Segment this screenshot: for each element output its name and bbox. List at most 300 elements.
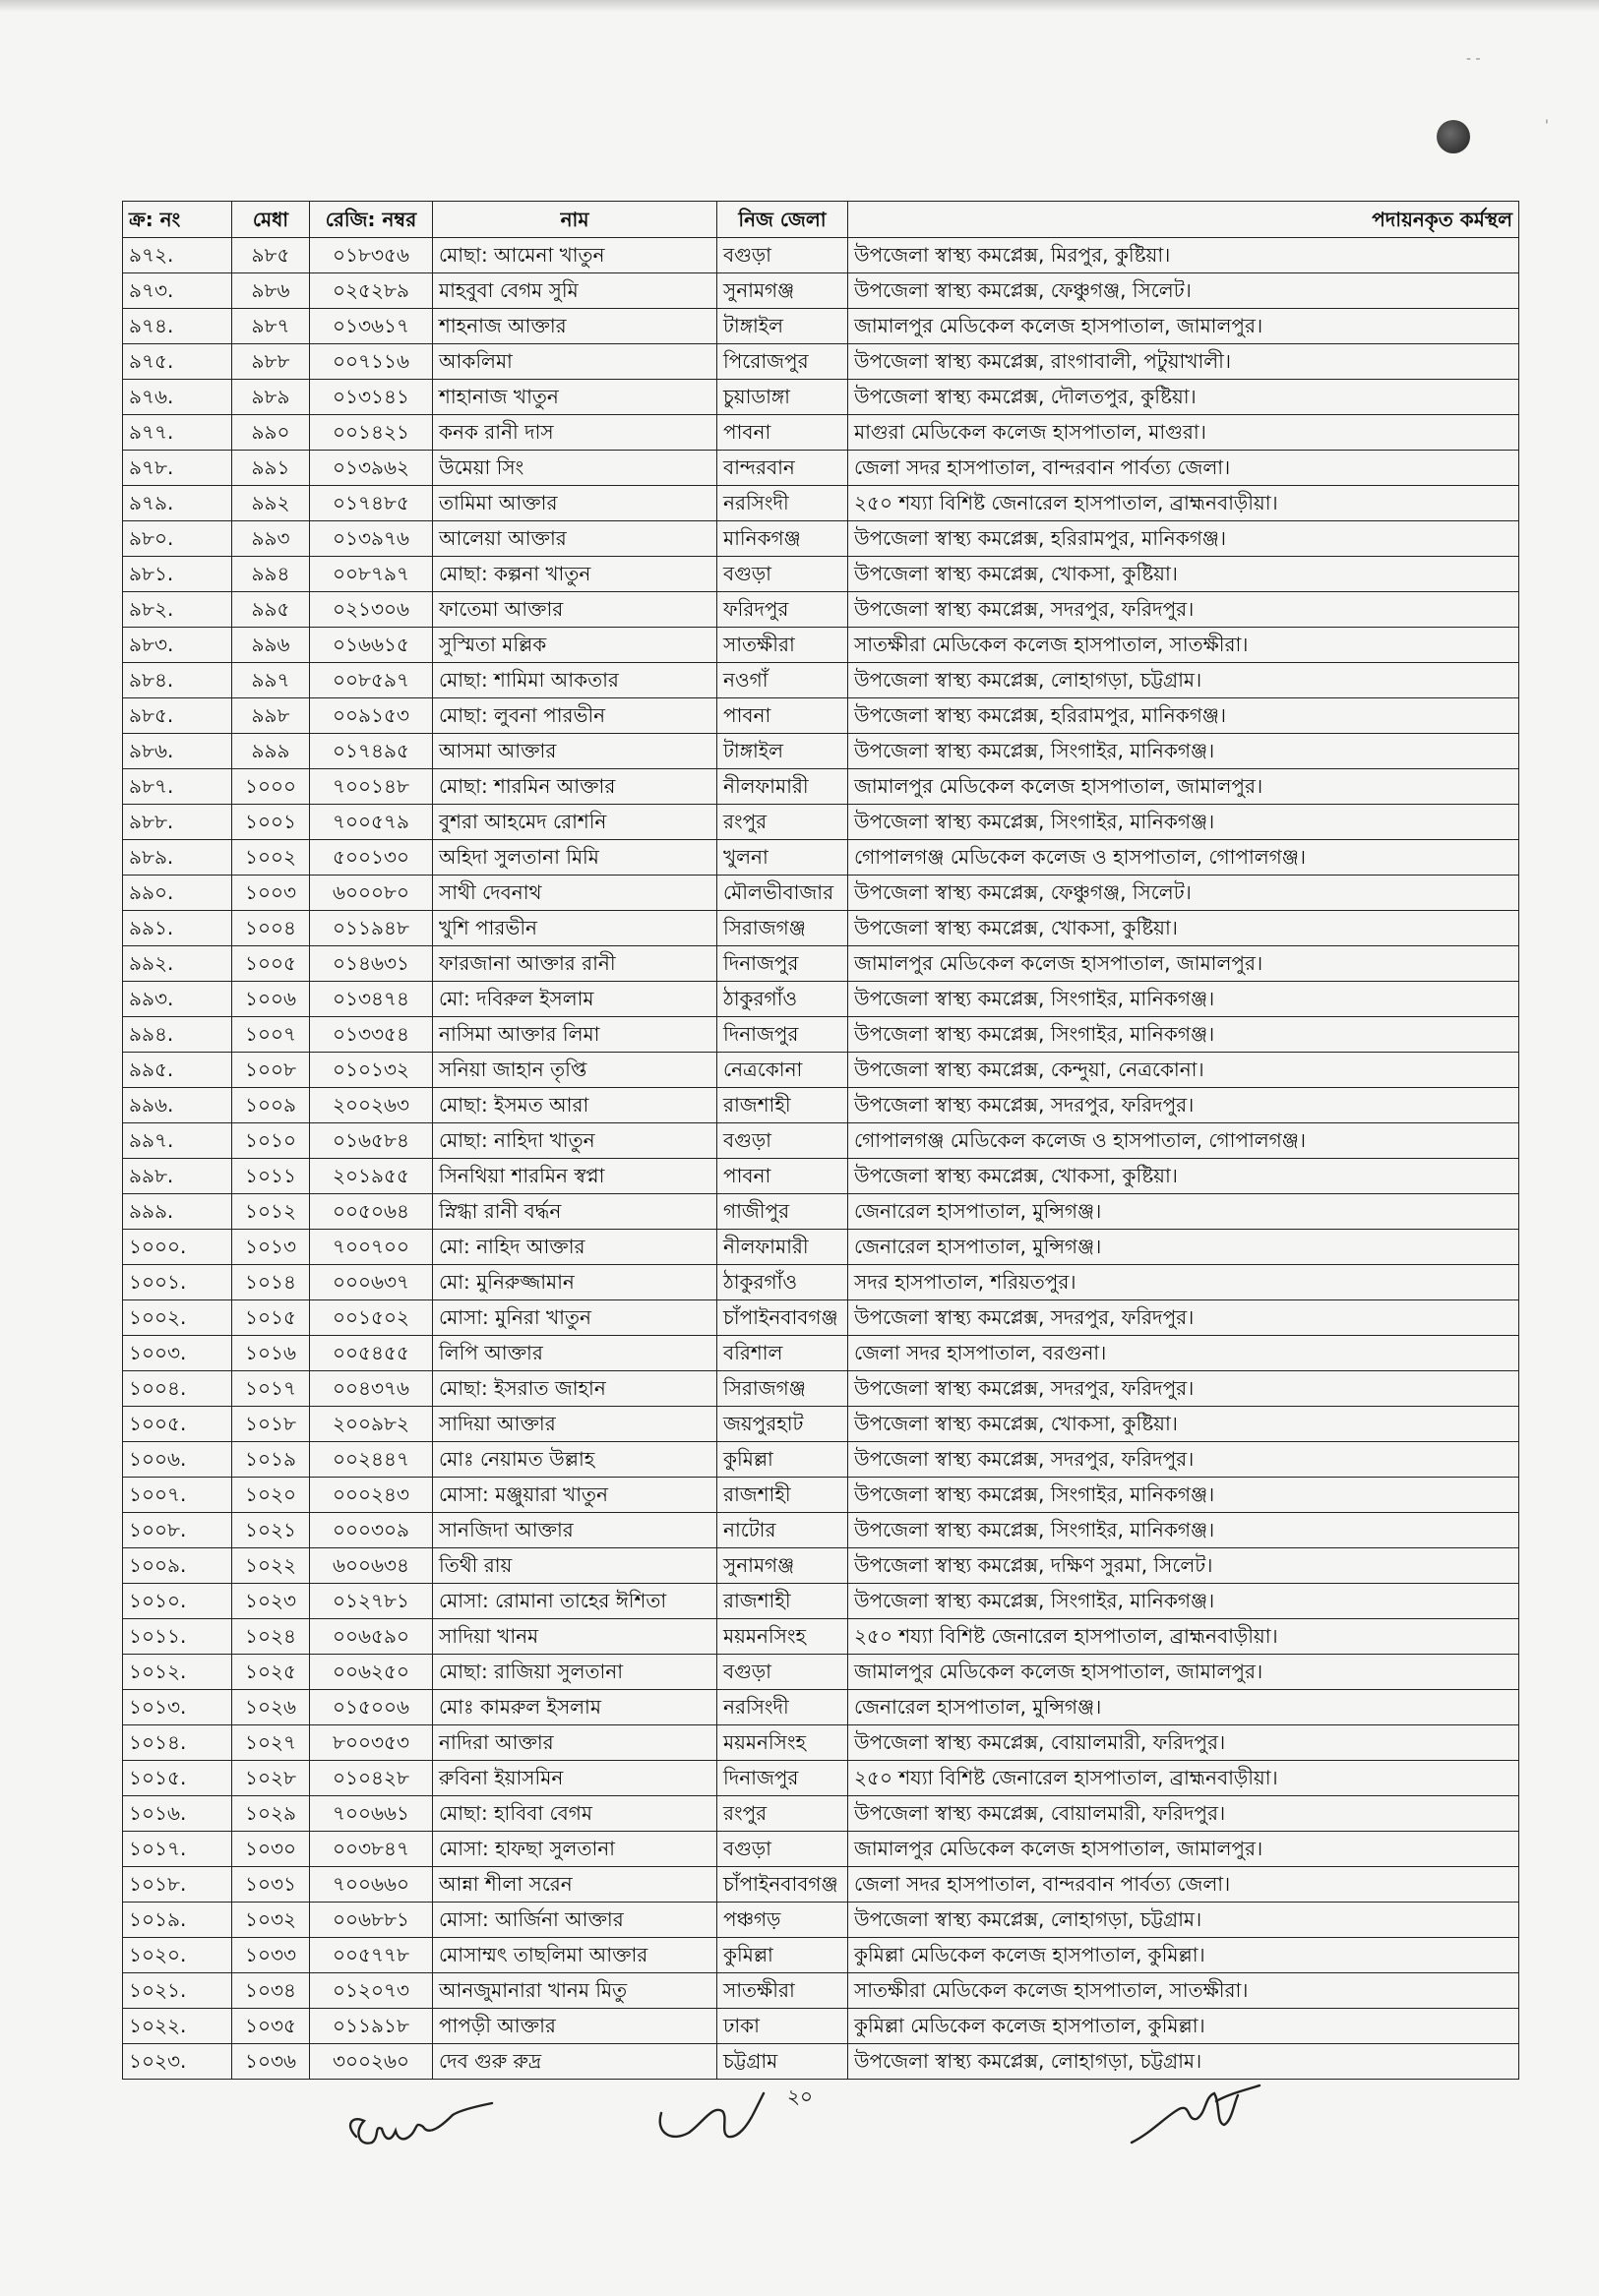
- cell-serial: ৯৯৩.: [123, 982, 232, 1017]
- cell-reg-no: ৮০০৩৫৩: [310, 1725, 433, 1761]
- cell-reg-no: ০১০১৩২: [310, 1053, 433, 1088]
- cell-home-district: নরসিংদী: [717, 486, 848, 521]
- cell-merit: ১০০৩: [232, 876, 310, 911]
- header-merit: মেধা: [232, 202, 310, 238]
- cell-merit: ৯৮৮: [232, 344, 310, 380]
- cell-home-district: বগুড়া: [717, 1123, 848, 1159]
- cell-serial: ৯৮৫.: [123, 698, 232, 734]
- cell-name: অহিদা সুলতানা মিমি: [433, 840, 717, 876]
- cell-posting-place: ২৫০ শয্যা বিশিষ্ট জেনারেল হাসপাতাল, ব্রাহ্মনবাড়ীয়া।: [848, 486, 1519, 521]
- cell-name: মোঃ নেয়ামত উল্লাহ: [433, 1442, 717, 1478]
- cell-posting-place: উপজেলা স্বাস্থ্য কমপ্লেক্স, ফেঞ্চুগঞ্জ, সিলেট।: [848, 273, 1519, 309]
- cell-merit: ১০২৩: [232, 1584, 310, 1619]
- cell-reg-no: ০০৮৭৯৭: [310, 557, 433, 592]
- table-header: [123, 202, 1519, 238]
- cell-home-district: দিনাজপুর: [717, 946, 848, 982]
- cell-name: মোছা: ইসরাত জাহান: [433, 1371, 717, 1407]
- cell-serial: ১০২২.: [123, 2009, 232, 2044]
- cell-name: মোসা: মঞ্জুয়ারা খাতুন: [433, 1478, 717, 1513]
- cell-reg-no: ০২১৩০৬: [310, 592, 433, 628]
- cell-reg-no: ০১৩৯৭৬: [310, 521, 433, 557]
- cell-reg-no: ০১৩৪৭৪: [310, 982, 433, 1017]
- cell-home-district: ঠাকুরগাঁও: [717, 982, 848, 1017]
- punch-hole: [1437, 120, 1470, 153]
- cell-merit: ১০২৮: [232, 1761, 310, 1796]
- table-row: [123, 1053, 1519, 1088]
- cell-serial: ১০১১.: [123, 1619, 232, 1655]
- cell-serial: ১০০৯.: [123, 1548, 232, 1584]
- cell-posting-place: ২৫০ শয্যা বিশিষ্ট জেনারেল হাসপাতাল, ব্রাহ্মনবাড়ীয়া।: [848, 1619, 1519, 1655]
- cell-name: মাহবুবা বেগম সুমি: [433, 273, 717, 309]
- cell-reg-no: ০১৪৬৩১: [310, 946, 433, 982]
- cell-posting-place: গোপালগঞ্জ মেডিকেল কলেজ ও হাসপাতাল, গোপালগঞ্জ।: [848, 840, 1519, 876]
- cell-reg-no: ০০৯১৫৩: [310, 698, 433, 734]
- table-row: [123, 592, 1519, 628]
- page-number: ২০: [787, 2085, 814, 2108]
- cell-home-district: রংপুর: [717, 805, 848, 840]
- cell-merit: ১০২০: [232, 1478, 310, 1513]
- cell-serial: ৯৮৬.: [123, 734, 232, 769]
- cell-name: মোছা: শারমিন আক্তার: [433, 769, 717, 805]
- cell-posting-place: উপজেলা স্বাস্থ্য কমপ্লেক্স, ফেঞ্চুগঞ্জ, সিলেট।: [848, 876, 1519, 911]
- cell-serial: ১০১০.: [123, 1584, 232, 1619]
- posting-table: [122, 201, 1519, 2080]
- cell-posting-place: উপজেলা স্বাস্থ্য কমপ্লেক্স, সদরপুর, ফরিদপুর।: [848, 592, 1519, 628]
- cell-reg-no: ০১৭৪৯৫: [310, 734, 433, 769]
- cell-posting-place: উপজেলা স্বাস্থ্য কমপ্লেক্স, দৌলতপুর, কুষ্টিয়া।: [848, 380, 1519, 415]
- cell-home-district: মৌলভীবাজার: [717, 876, 848, 911]
- cell-merit: ১০১৬: [232, 1336, 310, 1371]
- cell-reg-no: ০১১৯৪৮: [310, 911, 433, 946]
- table-row: [123, 1548, 1519, 1584]
- cell-posting-place: উপজেলা স্বাস্থ্য কমপ্লেক্স, বোয়ালমারী, ফরিদপুর।: [848, 1725, 1519, 1761]
- cell-merit: ১০১৩: [232, 1230, 310, 1265]
- cell-name: শাহানাজ খাতুন: [433, 380, 717, 415]
- cell-reg-no: ২০০৯৮২: [310, 1407, 433, 1442]
- cell-merit: ১০১৫: [232, 1300, 310, 1336]
- cell-merit: ১০১০: [232, 1123, 310, 1159]
- cell-serial: ৯৯৮.: [123, 1159, 232, 1194]
- header-reg-no: রেজি: নম্বর: [310, 202, 433, 238]
- cell-name: ফাতেমা আক্তার: [433, 592, 717, 628]
- cell-posting-place: ২৫০ শয্যা বিশিষ্ট জেনারেল হাসপাতাল, ব্রাহ্মনবাড়ীয়া।: [848, 1761, 1519, 1796]
- cell-merit: ১০৩১: [232, 1867, 310, 1903]
- cell-posting-place: উপজেলা স্বাস্থ্য কমপ্লেক্স, কেন্দুয়া, নেত্রকোনা।: [848, 1053, 1519, 1088]
- cell-name: তামিমা আক্তার: [433, 486, 717, 521]
- cell-posting-place: সাতক্ষীরা মেডিকেল কলেজ হাসপাতাল, সাতক্ষীরা।: [848, 1973, 1519, 2009]
- cell-home-district: চুয়াডাঙ্গা: [717, 380, 848, 415]
- cell-home-district: ঢাকা: [717, 2009, 848, 2044]
- cell-name: আকলিমা: [433, 344, 717, 380]
- cell-serial: ৯৮৯.: [123, 840, 232, 876]
- cell-merit: ১০০৬: [232, 982, 310, 1017]
- table-row: [123, 911, 1519, 946]
- cell-home-district: সাতক্ষীরা: [717, 628, 848, 663]
- cell-posting-place: জেনারেল হাসপাতাল, মুন্সিগঞ্জ।: [848, 1194, 1519, 1230]
- cell-merit: ৯৯৫: [232, 592, 310, 628]
- cell-merit: ১০০৫: [232, 946, 310, 982]
- cell-merit: ৯৯৪: [232, 557, 310, 592]
- cell-posting-place: জামালপুর মেডিকেল কলেজ হাসপাতাল, জামালপুর।: [848, 946, 1519, 982]
- table-row: [123, 1619, 1519, 1655]
- cell-reg-no: ৫০০১৩০: [310, 840, 433, 876]
- cell-home-district: পাবনা: [717, 1159, 848, 1194]
- cell-home-district: সিরাজগঞ্জ: [717, 911, 848, 946]
- cell-name: খুশি পারভীন: [433, 911, 717, 946]
- cell-posting-place: উপজেলা স্বাস্থ্য কমপ্লেক্স, সিংগাইর, মানিকগঞ্জ।: [848, 1478, 1519, 1513]
- cell-serial: ৯৭৪.: [123, 309, 232, 344]
- cell-serial: ৯৮২.: [123, 592, 232, 628]
- cell-name: মোছা: কল্পনা খাতুন: [433, 557, 717, 592]
- cell-name: মোছা: ইসমত আরা: [433, 1088, 717, 1123]
- cell-posting-place: উপজেলা স্বাস্থ্য কমপ্লেক্স, সদরপুর, ফরিদপুর।: [848, 1300, 1519, 1336]
- cell-home-district: ময়মনসিংহ: [717, 1725, 848, 1761]
- cell-serial: ৯৮০.: [123, 521, 232, 557]
- table-row: [123, 1796, 1519, 1832]
- cell-reg-no: ৩০০২৬০: [310, 2044, 433, 2080]
- cell-merit: ৯৮৭: [232, 309, 310, 344]
- cell-name: মোঃ কামরুল ইসলাম: [433, 1690, 717, 1725]
- cell-reg-no: ০০৬৫৯০: [310, 1619, 433, 1655]
- cell-posting-place: মাগুরা মেডিকেল কলেজ হাসপাতাল, মাগুরা।: [848, 415, 1519, 451]
- cell-home-district: টাঙ্গাইল: [717, 309, 848, 344]
- cell-home-district: দিনাজপুর: [717, 1761, 848, 1796]
- cell-name: উমেয়া সিং: [433, 451, 717, 486]
- cell-home-district: সুনামগঞ্জ: [717, 1548, 848, 1584]
- cell-merit: ৯৯০: [232, 415, 310, 451]
- cell-reg-no: ৬০০০৮০: [310, 876, 433, 911]
- cell-home-district: গাজীপুর: [717, 1194, 848, 1230]
- cell-posting-place: উপজেলা স্বাস্থ্য কমপ্লেক্স, বোয়ালমারী, ফরিদপুর।: [848, 1796, 1519, 1832]
- cell-serial: ৯৮৮.: [123, 805, 232, 840]
- cell-reg-no: ০২৫২৮৯: [310, 273, 433, 309]
- table-row: [123, 1300, 1519, 1336]
- cell-posting-place: কুমিল্লা মেডিকেল কলেজ হাসপাতাল, কুমিল্লা।: [848, 2009, 1519, 2044]
- signature-right: [1122, 2074, 1269, 2162]
- table-row: [123, 1442, 1519, 1478]
- table-row: [123, 1336, 1519, 1371]
- cell-posting-place: উপজেলা স্বাস্থ্য কমপ্লেক্স, সিংগাইর, মানিকগঞ্জ।: [848, 1584, 1519, 1619]
- cell-reg-no: ০০৭১১৬: [310, 344, 433, 380]
- cell-posting-place: জামালপুর মেডিকেল কলেজ হাসপাতাল, জামালপুর।: [848, 309, 1519, 344]
- table-row: [123, 1938, 1519, 1973]
- cell-merit: ৯৯২: [232, 486, 310, 521]
- cell-posting-place: উপজেলা স্বাস্থ্য কমপ্লেক্স, খোকসা, কুষ্টিয়া।: [848, 557, 1519, 592]
- cell-posting-place: উপজেলা স্বাস্থ্য কমপ্লেক্স, সিংগাইর, মানিকগঞ্জ।: [848, 734, 1519, 769]
- cell-home-district: জয়পুরহাট: [717, 1407, 848, 1442]
- cell-home-district: চট্টগ্রাম: [717, 2044, 848, 2080]
- table-row: [123, 557, 1519, 592]
- cell-posting-place: গোপালগঞ্জ মেডিকেল কলেজ ও হাসপাতাল, গোপালগঞ্জ।: [848, 1123, 1519, 1159]
- cell-merit: ১০১৭: [232, 1371, 310, 1407]
- table-row: [123, 1513, 1519, 1548]
- table-row: [123, 1584, 1519, 1619]
- table-row: [123, 1725, 1519, 1761]
- cell-reg-no: ০১৬৬১৫: [310, 628, 433, 663]
- cell-home-district: পিরোজপুর: [717, 344, 848, 380]
- cell-reg-no: ০০৬৮৮১: [310, 1903, 433, 1938]
- table-row: [123, 734, 1519, 769]
- cell-merit: ১০০৪: [232, 911, 310, 946]
- cell-name: মোসা: আর্জিনা আক্তার: [433, 1903, 717, 1938]
- cell-merit: ৯৮৬: [232, 273, 310, 309]
- cell-home-district: সিরাজগঞ্জ: [717, 1371, 848, 1407]
- cell-reg-no: ২০০২৬৩: [310, 1088, 433, 1123]
- table-row: [123, 1867, 1519, 1903]
- cell-merit: ৯৮৫: [232, 238, 310, 273]
- cell-reg-no: ০০৫৪৫৫: [310, 1336, 433, 1371]
- table-row: [123, 1832, 1519, 1867]
- cell-merit: ১০১১: [232, 1159, 310, 1194]
- table-row: [123, 982, 1519, 1017]
- table-row: [123, 486, 1519, 521]
- cell-posting-place: জামালপুর মেডিকেল কলেজ হাসপাতাল, জামালপুর।: [848, 769, 1519, 805]
- cell-posting-place: উপজেলা স্বাস্থ্য কমপ্লেক্স, সিংগাইর, মানিকগঞ্জ।: [848, 805, 1519, 840]
- cell-serial: ১০১৩.: [123, 1690, 232, 1725]
- header-serial: ক্র: নং: [123, 202, 232, 238]
- cell-posting-place: জেলা সদর হাসপাতাল, বান্দরবান পার্বত্য জেলা।: [848, 1867, 1519, 1903]
- cell-name: মোছা: শামিমা আকতার: [433, 663, 717, 698]
- cell-merit: ১০১৮: [232, 1407, 310, 1442]
- cell-posting-place: জেনারেল হাসপাতাল, মুন্সিগঞ্জ।: [848, 1690, 1519, 1725]
- cell-serial: ৯৯৬.: [123, 1088, 232, 1123]
- cell-merit: ১০০২: [232, 840, 310, 876]
- cell-home-district: বগুড়া: [717, 1832, 848, 1867]
- cell-posting-place: উপজেলা স্বাস্থ্য কমপ্লেক্স, মিরপুর, কুষ্টিয়া।: [848, 238, 1519, 273]
- cell-merit: ১০০০: [232, 769, 310, 805]
- cell-posting-place: উপজেলা স্বাস্থ্য কমপ্লেক্স, খোকসা, কুষ্টিয়া।: [848, 1407, 1519, 1442]
- cell-serial: ৯৯৫.: [123, 1053, 232, 1088]
- table-row: [123, 876, 1519, 911]
- cell-posting-place: উপজেলা স্বাস্থ্য কমপ্লেক্স, সদরপুর, ফরিদপুর।: [848, 1442, 1519, 1478]
- table-row: [123, 1088, 1519, 1123]
- table-row: [123, 344, 1519, 380]
- cell-reg-no: ৭০০৬৬০: [310, 1867, 433, 1903]
- cell-home-district: রংপুর: [717, 1796, 848, 1832]
- cell-merit: ১০২৫: [232, 1655, 310, 1690]
- table-row: [123, 1371, 1519, 1407]
- cell-merit: ১০২২: [232, 1548, 310, 1584]
- cell-merit: ১০৩৬: [232, 2044, 310, 2080]
- cell-home-district: পাবনা: [717, 415, 848, 451]
- cell-home-district: ময়মনসিংহ: [717, 1619, 848, 1655]
- cell-name: আন্না শীলা সরেন: [433, 1867, 717, 1903]
- cell-name: পাপড়ী আক্তার: [433, 2009, 717, 2044]
- cell-serial: ৯৭৮.: [123, 451, 232, 486]
- cell-name: আসমা আক্তার: [433, 734, 717, 769]
- cell-merit: ১০২৭: [232, 1725, 310, 1761]
- cell-reg-no: ৬০০৬৩৪: [310, 1548, 433, 1584]
- cell-serial: ১০০২.: [123, 1300, 232, 1336]
- cell-posting-place: উপজেলা স্বাস্থ্য কমপ্লেক্স, সিংগাইর, মানিকগঞ্জ।: [848, 982, 1519, 1017]
- cell-reg-no: ০১২০৭৩: [310, 1973, 433, 2009]
- cell-reg-no: ০০০৩০৯: [310, 1513, 433, 1548]
- cell-home-district: কুমিল্লা: [717, 1442, 848, 1478]
- cell-home-district: চাঁপাইনবাবগঞ্জ: [717, 1300, 848, 1336]
- cell-home-district: চাঁপাইনবাবগঞ্জ: [717, 1867, 848, 1903]
- cell-reg-no: ০০০৬৩৭: [310, 1265, 433, 1300]
- cell-serial: ৯৭৯.: [123, 486, 232, 521]
- cell-merit: ৯৯৭: [232, 663, 310, 698]
- cell-posting-place: সদর হাসপাতাল, শরিয়তপুর।: [848, 1265, 1519, 1300]
- table-row: [123, 1123, 1519, 1159]
- cell-merit: ১০০৮: [232, 1053, 310, 1088]
- cell-merit: ৯৯৯: [232, 734, 310, 769]
- cell-serial: ১০০৮.: [123, 1513, 232, 1548]
- cell-serial: ৯৯২.: [123, 946, 232, 982]
- cell-name: বুশরা আহমেদ রোশনি: [433, 805, 717, 840]
- cell-name: সানজিদা আক্তার: [433, 1513, 717, 1548]
- cell-home-district: খুলনা: [717, 840, 848, 876]
- cell-serial: ৯৯১.: [123, 911, 232, 946]
- table-row: [123, 663, 1519, 698]
- cell-home-district: পাবনা: [717, 698, 848, 734]
- table-row: [123, 1690, 1519, 1725]
- cell-home-district: পঞ্চগড়: [717, 1903, 848, 1938]
- table-row: [123, 1973, 1519, 2009]
- cell-serial: ১০১৭.: [123, 1832, 232, 1867]
- table-row: [123, 238, 1519, 273]
- table-row: [123, 2044, 1519, 2080]
- scan-speck: - -: [1466, 51, 1481, 67]
- cell-home-district: সাতক্ষীরা: [717, 1973, 848, 2009]
- cell-name: কনক রানী দাস: [433, 415, 717, 451]
- cell-merit: ৯৯১: [232, 451, 310, 486]
- cell-reg-no: ০০১৫০২: [310, 1300, 433, 1336]
- cell-reg-no: ০০৩৮৪৭: [310, 1832, 433, 1867]
- cell-merit: ৯৯৬: [232, 628, 310, 663]
- cell-posting-place: উপজেলা স্বাস্থ্য কমপ্লেক্স, খোকসা, কুষ্টিয়া।: [848, 1159, 1519, 1194]
- cell-reg-no: ০১০৪২৮: [310, 1761, 433, 1796]
- cell-merit: ১০৩০: [232, 1832, 310, 1867]
- cell-merit: ১০৩৪: [232, 1973, 310, 2009]
- cell-reg-no: ০১৩৩৫৪: [310, 1017, 433, 1053]
- cell-reg-no: ০১১৯১৮: [310, 2009, 433, 2044]
- table-row: [123, 840, 1519, 876]
- cell-home-district: নীলফামারী: [717, 1230, 848, 1265]
- cell-home-district: নরসিংদী: [717, 1690, 848, 1725]
- table-row: [123, 1194, 1519, 1230]
- cell-posting-place: উপজেলা স্বাস্থ্য কমপ্লেক্স, দক্ষিণ সুরমা, সিলেট।: [848, 1548, 1519, 1584]
- cell-reg-no: ০০৪৩৭৬: [310, 1371, 433, 1407]
- cell-name: মোছা: হাবিবা বেগম: [433, 1796, 717, 1832]
- table-row: [123, 1478, 1519, 1513]
- cell-reg-no: ০০৬২৫০: [310, 1655, 433, 1690]
- cell-serial: ৯৭২.: [123, 238, 232, 273]
- table-row: [123, 1407, 1519, 1442]
- cell-merit: ১০০৭: [232, 1017, 310, 1053]
- cell-name: সুস্মিতা মল্লিক: [433, 628, 717, 663]
- cell-serial: ৯৭৫.: [123, 344, 232, 380]
- table-row: [123, 698, 1519, 734]
- cell-home-district: বগুড়া: [717, 1655, 848, 1690]
- cell-home-district: রাজশাহী: [717, 1478, 848, 1513]
- cell-merit: ১০৩৩: [232, 1938, 310, 1973]
- table-row: [123, 769, 1519, 805]
- cell-merit: ১০১৪: [232, 1265, 310, 1300]
- cell-reg-no: ০১৩৯৬২: [310, 451, 433, 486]
- cell-reg-no: ০১২৭৮১: [310, 1584, 433, 1619]
- table-row: [123, 2009, 1519, 2044]
- cell-serial: ১০১৬.: [123, 1796, 232, 1832]
- cell-serial: ১০০৫.: [123, 1407, 232, 1442]
- header-home-district: নিজ জেলা: [717, 202, 848, 238]
- cell-reg-no: ৭০০৫৭৯: [310, 805, 433, 840]
- table-row: [123, 1761, 1519, 1796]
- cell-reg-no: ০১৫০০৬: [310, 1690, 433, 1725]
- cell-serial: ৯৮৭.: [123, 769, 232, 805]
- cell-name: মোসা: মুনিরা খাতুন: [433, 1300, 717, 1336]
- table-row: [123, 1230, 1519, 1265]
- table-row: [123, 273, 1519, 309]
- cell-posting-place: জামালপুর মেডিকেল কলেজ হাসপাতাল, জামালপুর।: [848, 1655, 1519, 1690]
- cell-home-district: দিনাজপুর: [717, 1017, 848, 1053]
- cell-posting-place: উপজেলা স্বাস্থ্য কমপ্লেক্স, সিংগাইর, মানিকগঞ্জ।: [848, 1513, 1519, 1548]
- cell-reg-no: ২০১৯৫৫: [310, 1159, 433, 1194]
- cell-reg-no: ০১৬৫৮৪: [310, 1123, 433, 1159]
- cell-serial: ৯৮১.: [123, 557, 232, 592]
- table-row: [123, 451, 1519, 486]
- table-row: [123, 380, 1519, 415]
- cell-posting-place: উপজেলা স্বাস্থ্য কমপ্লেক্স, সদরপুর, ফরিদপুর।: [848, 1088, 1519, 1123]
- cell-posting-place: উপজেলা স্বাস্থ্য কমপ্লেক্স, সিংগাইর, মানিকগঞ্জ।: [848, 1017, 1519, 1053]
- cell-serial: ৯৮৪.: [123, 663, 232, 698]
- cell-serial: ১০২৩.: [123, 2044, 232, 2080]
- cell-posting-place: উপজেলা স্বাস্থ্য কমপ্লেক্স, লোহাগড়া, চট্টগ্রাম।: [848, 1903, 1519, 1938]
- table-row: [123, 415, 1519, 451]
- table-row: [123, 805, 1519, 840]
- cell-home-district: মানিকগঞ্জ: [717, 521, 848, 557]
- cell-serial: ১০২১.: [123, 1973, 232, 2009]
- cell-serial: ১০০১.: [123, 1265, 232, 1300]
- cell-serial: ৯৯৯.: [123, 1194, 232, 1230]
- cell-home-district: রাজশাহী: [717, 1088, 848, 1123]
- cell-merit: ১০২৯: [232, 1796, 310, 1832]
- table-row: [123, 1655, 1519, 1690]
- cell-reg-no: ০০৫০৬৪: [310, 1194, 433, 1230]
- cell-posting-place: উপজেলা স্বাস্থ্য কমপ্লেক্স, সদরপুর, ফরিদপুর।: [848, 1371, 1519, 1407]
- cell-name: ফারজানা আক্তার রানী: [433, 946, 717, 982]
- cell-home-district: বরিশাল: [717, 1336, 848, 1371]
- table-row: [123, 1903, 1519, 1938]
- cell-serial: ১০১৮.: [123, 1867, 232, 1903]
- cell-name: লিপি আক্তার: [433, 1336, 717, 1371]
- cell-name: নাদিরা আক্তার: [433, 1725, 717, 1761]
- cell-serial: ১০০৬.: [123, 1442, 232, 1478]
- cell-home-district: নেত্রকোনা: [717, 1053, 848, 1088]
- header-posting-place: পদায়নকৃত কর্মস্থল: [848, 202, 1519, 238]
- cell-serial: ৯৭৬.: [123, 380, 232, 415]
- cell-posting-place: উপজেলা স্বাস্থ্য কমপ্লেক্স, হরিরামপুর, মানিকগঞ্জ।: [848, 698, 1519, 734]
- cell-merit: ৯৮৯: [232, 380, 310, 415]
- cell-name: তিথী রায়: [433, 1548, 717, 1584]
- cell-merit: ১০১২: [232, 1194, 310, 1230]
- cell-name: মোসা: রোমানা তাহের ঈশিতা: [433, 1584, 717, 1619]
- table-row: [123, 946, 1519, 982]
- cell-serial: ৯৯০.: [123, 876, 232, 911]
- cell-merit: ৯৯৩: [232, 521, 310, 557]
- cell-reg-no: ০১৮৩৫৬: [310, 238, 433, 273]
- cell-serial: ১০১৯.: [123, 1903, 232, 1938]
- cell-serial: ১০১৪.: [123, 1725, 232, 1761]
- cell-name: রুবিনা ইয়াসমিন: [433, 1761, 717, 1796]
- cell-name: মোসাম্মৎ তাছলিমা আক্তার: [433, 1938, 717, 1973]
- cell-name: সাদিয়া আক্তার: [433, 1407, 717, 1442]
- cell-name: মোছা: লুবনা পারভীন: [433, 698, 717, 734]
- cell-posting-place: উপজেলা স্বাস্থ্য কমপ্লেক্স, খোকসা, কুষ্টিয়া।: [848, 911, 1519, 946]
- table-row: [123, 521, 1519, 557]
- cell-reg-no: ০১৩৬১৭: [310, 309, 433, 344]
